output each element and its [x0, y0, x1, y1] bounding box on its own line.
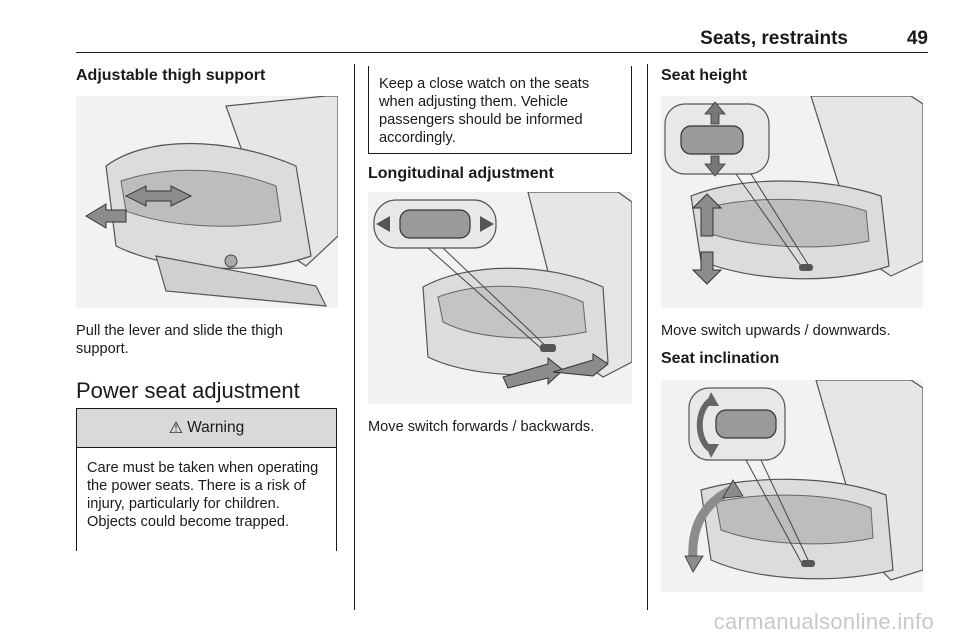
warning-header [77, 409, 336, 448]
page-header [76, 26, 928, 53]
column-divider-2 [647, 64, 648, 610]
longitudinal-text: Move switch forwards / backwards. [368, 419, 595, 435]
longitudinal-figure [368, 192, 632, 404]
seat-inclination-heading: Seat inclination [661, 350, 780, 367]
warning-triangle-icon: ⚠ [168, 420, 184, 437]
seat-height-text: Move switch upwards / downwards. [661, 323, 891, 339]
section-title: Seats, restraints [700, 28, 848, 49]
longitudinal-heading: Longitudinal adjustment [368, 165, 554, 182]
power-seat-heading: Power seat adjustment [76, 378, 300, 403]
thigh-support-figure [76, 96, 338, 308]
seat-height-heading: Seat height [661, 67, 748, 84]
caution-note: Keep a close watch on the seats when adjusting them. Vehicle passengers should be informed accordingly. [368, 66, 632, 154]
column-divider-1 [354, 64, 355, 610]
thigh-support-heading: Adjustable thigh support [76, 67, 266, 84]
warning-box [76, 408, 337, 551]
seat-height-figure [661, 96, 923, 308]
seat-inclination-figure [661, 380, 923, 592]
page-number: 49 [906, 28, 928, 49]
watermark: carmanualsonline.info [713, 609, 934, 634]
warning-title: Warning [187, 419, 245, 436]
warning-text: Care must be taken when operating the power seats. There is a risk of injury, particularly for children. Objects could become trapped. [87, 460, 319, 530]
thigh-support-text: Pull the lever and slide the thigh support. [76, 323, 283, 357]
